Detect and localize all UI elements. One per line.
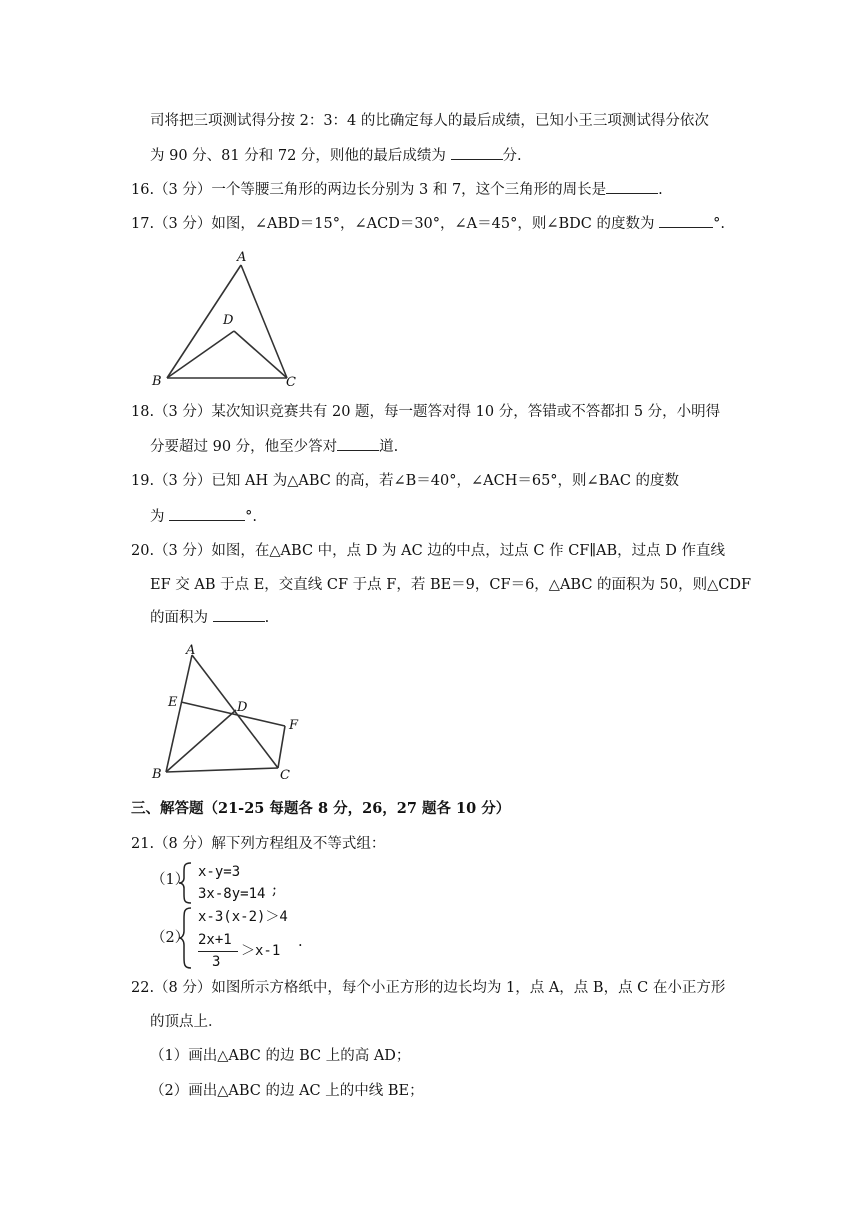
segment-CF xyxy=(278,726,285,768)
q15-text: 为 90 分、81 分和 72 分，则他的最后成绩为 xyxy=(150,148,451,164)
segment-AB xyxy=(166,655,192,772)
segment-EF xyxy=(181,702,285,726)
q21-part1-brace xyxy=(176,860,196,906)
q15-answer-blank[interactable] xyxy=(451,145,503,160)
q21-part1-equation2: 3x-8y=14 xyxy=(198,886,266,902)
q22-part2: （2）画出△ABC 的边 AC 上的中线 BE； xyxy=(150,1083,424,1099)
figure-20-triangle xyxy=(140,638,315,788)
q15-text-end: 分. xyxy=(502,148,522,164)
question-18-line1: 18.（3 分）某次知识竞赛共有 20 题，每一题答对得 10 分，答错或不答都扣 5 分，小明得 xyxy=(131,404,721,420)
q20-text: 的面积为 xyxy=(150,610,213,626)
fig17-label-C: C xyxy=(286,375,296,390)
q19-text-end: °. xyxy=(245,509,257,525)
q18-text-end: 道. xyxy=(379,439,399,455)
question-19-line1: 19.（3 分）已知 AH 为△ABC 的高，若∠B＝40°，∠ACH＝65°，则∠BAC 的度数 xyxy=(131,473,680,489)
fig17-label-B: B xyxy=(152,374,162,389)
q21-part2-inequality1: x-3(x-2)＞4 xyxy=(198,909,288,925)
q21-part2-label: （2） xyxy=(151,930,190,946)
fig17-label-A: A xyxy=(237,250,247,265)
q20-text-end: . xyxy=(264,610,270,626)
fig20-label-D: D xyxy=(237,700,248,715)
question-20-line3 xyxy=(150,607,269,628)
segment-BC xyxy=(166,768,278,772)
fig20-label-C: C xyxy=(280,768,290,783)
question-21-title: 21.（8 分）解下列方程组及不等式组： xyxy=(131,836,386,852)
fig20-label-A: A xyxy=(186,643,196,658)
q15-continuation-line2 xyxy=(150,145,522,166)
segment-BD xyxy=(166,710,236,772)
q21-part2-end: . xyxy=(298,934,303,950)
question-17 xyxy=(131,213,725,234)
q21-part2-inequality-rest: ＞x-1 xyxy=(241,943,281,959)
q19-text: 为 xyxy=(150,509,170,525)
segment-DC xyxy=(234,331,287,378)
q17-answer-blank[interactable] xyxy=(659,213,713,228)
q16-answer-blank[interactable] xyxy=(606,179,658,194)
question-22-line2: 的顶点上． xyxy=(150,1014,223,1030)
q22-part1: （1）画出△ABC 的边 BC 上的高 AD； xyxy=(150,1048,411,1064)
q21-part2-fraction-numerator: 2x+1 xyxy=(198,932,232,948)
q17-text: 17.（3 分）如图，∠ABD＝15°，∠ACD＝30°，∠A＝45°，则∠BDC 的度数为 xyxy=(131,216,660,232)
q21-part1-equation1: x-y=3 xyxy=(198,864,241,880)
q15-continuation-line1: 司将把三项测试得分按 2：3：4 的比确定每人的最后成绩，已知小王三项测试得分依次 xyxy=(150,113,709,129)
q21-part2-fraction-denominator: 3 xyxy=(212,954,221,970)
fig20-label-E: E xyxy=(168,695,178,710)
q19-answer-blank[interactable] xyxy=(169,506,245,521)
q16-text-end: . xyxy=(658,182,663,198)
figure-17-triangle xyxy=(140,245,315,395)
q18-text: 分要超过 90 分，他至少答对 xyxy=(150,439,338,455)
q21-part1-end: ; xyxy=(272,882,277,898)
question-22-line1: 22.（8 分）如图所示方格纸中，每个小正方形的边长均为 1，点 A，点 B，点 C 在小正方形 xyxy=(131,980,726,996)
q17-text-end: °. xyxy=(713,216,725,232)
q20-answer-blank[interactable] xyxy=(213,607,265,622)
question-18-line2 xyxy=(150,436,398,457)
q16-text: 16.（3 分）一个等腰三角形的两边长分别为 3 和 7，这个三角形的周长是 xyxy=(131,182,607,198)
question-20-line1: 20.（3 分）如图，在△ABC 中，点 D 为 AC 边的中点，过点 C 作 CF∥AB，过点 D 作直线 xyxy=(131,543,726,559)
question-19-line2 xyxy=(150,506,257,527)
segment-AC xyxy=(241,265,287,378)
q21-part1-label: （1） xyxy=(151,872,190,888)
fig20-label-B: B xyxy=(152,767,162,782)
question-16 xyxy=(131,179,663,200)
q21-part2-brace xyxy=(176,905,196,971)
section-3-heading: 三、解答题（21-25 每题各 8 分，26，27 题各 10 分） xyxy=(131,800,511,817)
segment-BD xyxy=(167,331,234,378)
q18-answer-blank[interactable] xyxy=(337,436,379,451)
fig20-label-F: F xyxy=(289,718,299,733)
question-20-line2: EF 交 AB 于点 E，交直线 CF 于点 F，若 BE＝9，CF＝6，△ABC 的面积为 50，则△CDF xyxy=(150,577,752,593)
fig17-label-D: D xyxy=(223,313,234,328)
